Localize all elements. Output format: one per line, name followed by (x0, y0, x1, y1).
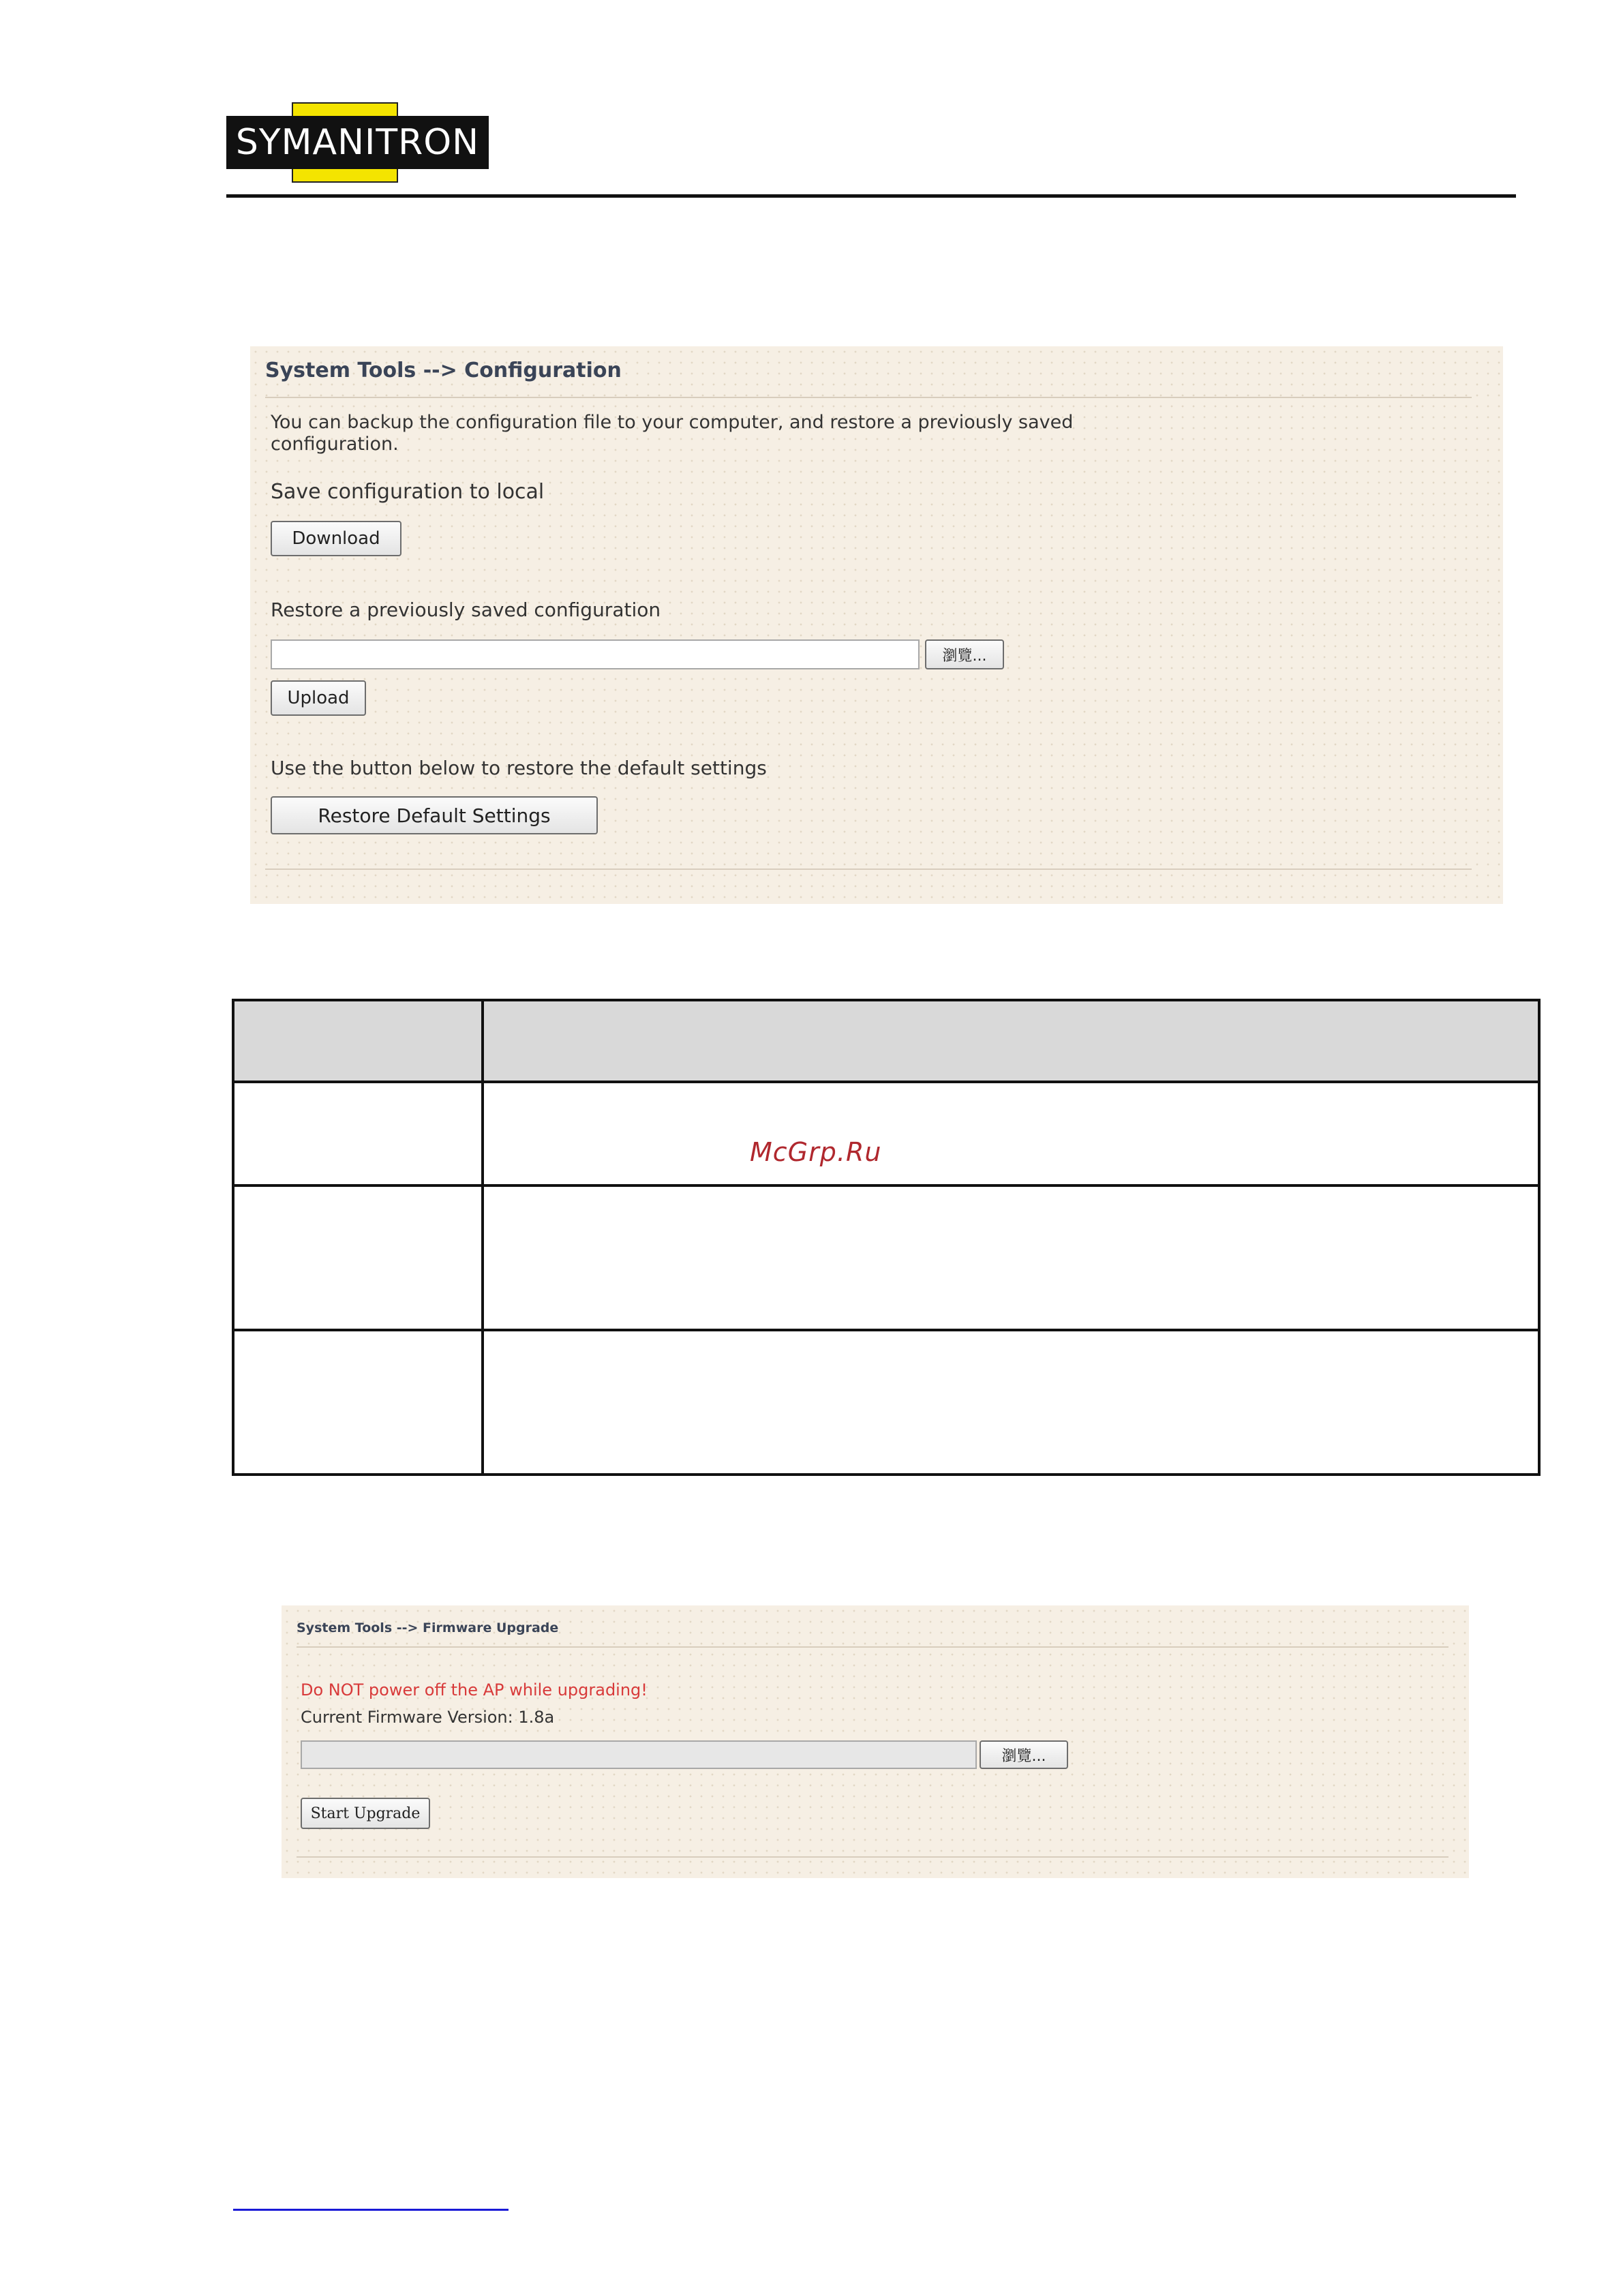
config-desc-line2: configuration. (271, 434, 399, 455)
table-header-row (232, 999, 1541, 1082)
watermark-text: McGrp.Ru (750, 1137, 882, 1167)
config-title-rule (265, 397, 1472, 398)
table-column-divider (481, 999, 484, 1476)
start-upgrade-button[interactable]: Start Upgrade (301, 1798, 430, 1829)
table-border-top (232, 999, 1541, 1001)
table-border-bottom (232, 1473, 1541, 1476)
save-config-label: Save configuration to local (271, 480, 545, 504)
firmware-upgrade-panel (282, 1605, 1469, 1878)
table-row-divider (232, 1184, 1541, 1187)
firmware-bottom-rule (297, 1856, 1448, 1858)
configuration-panel (250, 346, 1503, 904)
firmware-panel-title: System Tools --> Firmware Upgrade (297, 1620, 559, 1635)
firmware-file-input[interactable] (301, 1740, 977, 1769)
restore-file-input[interactable] (271, 639, 920, 669)
settings-description-table (232, 999, 1541, 1476)
upload-button[interactable]: Upload (271, 680, 366, 716)
config-panel-title: System Tools --> Configuration (265, 359, 622, 382)
restore-default-button[interactable]: Restore Default Settings (271, 796, 598, 834)
firmware-title-rule (297, 1646, 1448, 1648)
table-row-divider (232, 1081, 1541, 1083)
header-divider (226, 194, 1516, 198)
logo-black-band (226, 116, 489, 169)
table-border-right (1538, 999, 1541, 1476)
restore-config-label: Restore a previously saved configuration (271, 599, 661, 621)
config-bottom-rule (265, 868, 1472, 870)
restore-default-label: Use the button below to restore the default settings (271, 757, 767, 779)
symanitron-logo (226, 102, 489, 183)
download-button[interactable]: Download (271, 521, 401, 556)
table-border-left (232, 999, 234, 1476)
firmware-warning: Do NOT power off the AP while upgrading! (301, 1680, 648, 1700)
firmware-browse-button[interactable]: 瀏覽... (980, 1740, 1068, 1769)
config-browse-button[interactable]: 瀏覽... (925, 639, 1004, 669)
logo-text: SYMANITRON (235, 122, 480, 163)
table-row-divider (232, 1329, 1541, 1331)
footer-link-underline[interactable] (233, 2209, 509, 2211)
config-desc-line1: You can backup the configuration file to your computer, and restore a previously saved (271, 412, 1074, 433)
firmware-version: Current Firmware Version: 1.8a (301, 1708, 555, 1727)
